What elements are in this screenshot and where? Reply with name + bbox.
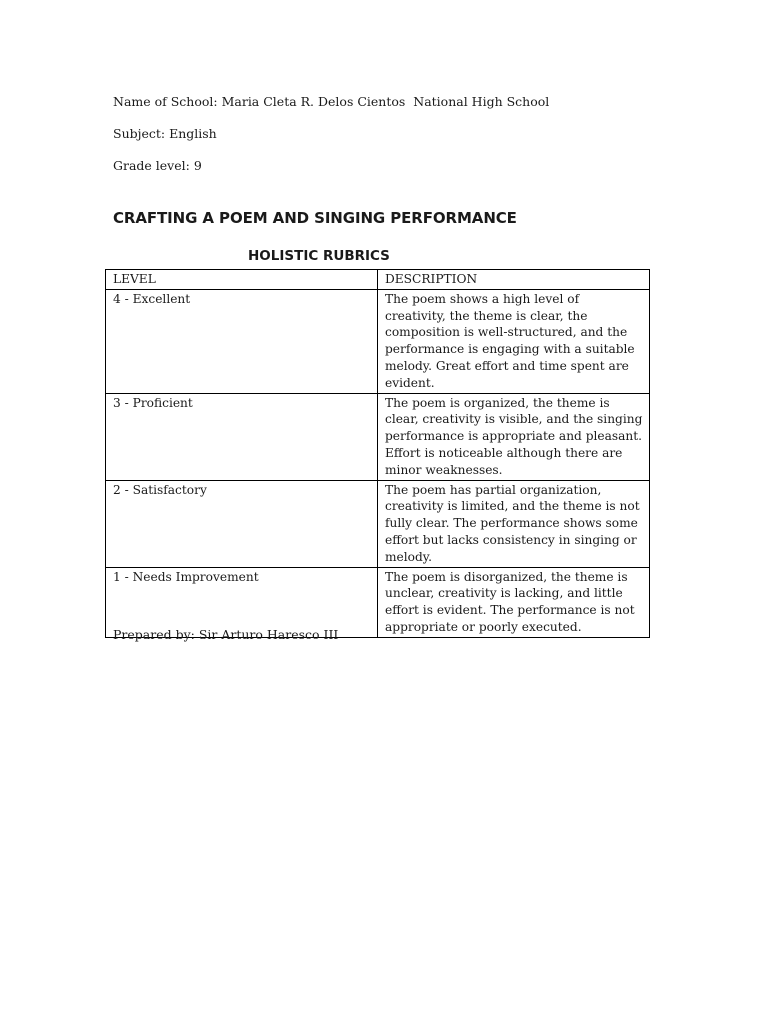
table-row <box>106 393 650 480</box>
document-title: CRAFTING A POEM AND SINGING PERFORMANCE <box>113 209 517 227</box>
holistic-rubric-table <box>105 269 650 638</box>
description-cell: The poem is disorganized, the theme is unclear, creativity is lacking, and little effort is evident. The performance is not appropriate or poorly executed. <box>378 567 650 637</box>
level-cell: 1 - Needs Improvement <box>106 567 378 637</box>
prepared-by-line: Prepared by: Sir Arturo Haresco III <box>113 627 339 642</box>
table-row <box>106 480 650 567</box>
column-header-description: DESCRIPTION <box>378 270 650 290</box>
description-cell: The poem has partial organization, creativity is limited, and the theme is not fully clear. The performance shows some effort but lacks consistency in singing or melody. <box>378 480 650 567</box>
grade-level-line: Grade level: 9 <box>113 158 202 173</box>
description-cell: The poem shows a high level of creativity, the theme is clear, the composition is well-structured, and the performance is engaging with a suitable melody. Great effort and time spent are evident. <box>378 289 650 393</box>
table-header-row <box>106 270 650 290</box>
level-cell: 4 - Excellent <box>106 289 378 393</box>
subject-line: Subject: English <box>113 126 217 141</box>
column-header-level: LEVEL <box>106 270 378 290</box>
description-cell: The poem is organized, the theme is clear, creativity is visible, and the singing performance is appropriate and pleasant. Effort is noticeable although there are minor weaknesses. <box>378 393 650 480</box>
level-cell: 2 - Satisfactory <box>106 480 378 567</box>
level-cell: 3 - Proficient <box>106 393 378 480</box>
table-row <box>106 289 650 393</box>
rubric-heading: HOLISTIC RUBRICS <box>248 248 390 264</box>
school-name: Name of School: Maria Cleta R. Delos Cientos National High School <box>113 94 550 109</box>
